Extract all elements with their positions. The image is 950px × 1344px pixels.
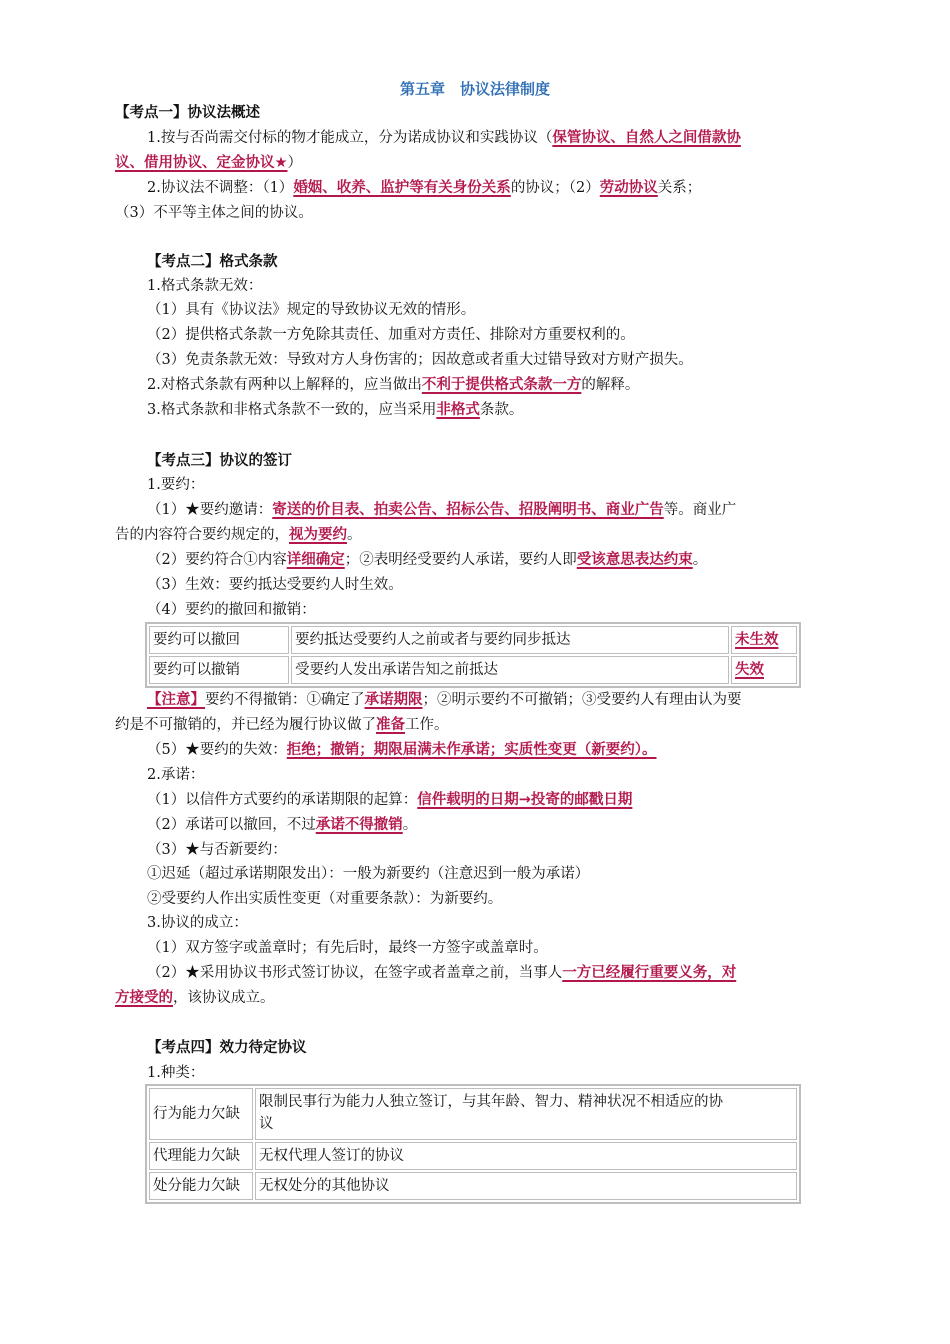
table-cell: 无权处分的其他协议 (255, 1172, 797, 1200)
table-row (149, 626, 797, 654)
highlight-text: 信件载明的日期→投寄的邮戳日期 (417, 792, 633, 808)
paragraph: 2.承诺： (147, 767, 205, 783)
table-cell: 要约抵达受要约人之前或者与要约同步抵达 (291, 626, 729, 654)
text: ；②表明经受要约人承诺，要约人即 (344, 552, 577, 568)
paragraph: （1）双方签字或盖章时；有先后时，最终一方签字或盖章时。 (147, 940, 548, 956)
text: 2.协议法不调整：（1） (147, 180, 294, 196)
paragraph: （4）要约的撤回和撤销： (147, 602, 316, 618)
paragraph (115, 151, 840, 175)
highlight-text: 寄送的价目表、拍卖公告、招标公告、招股阐明书、商业广告 (272, 502, 664, 518)
paragraph (115, 986, 840, 1010)
paragraph (147, 788, 872, 812)
highlight-text: 准备 (376, 717, 405, 733)
text: 。 (402, 817, 418, 833)
paragraph: ①迟延（超过承诺期限发出）：一般为新要约（注意迟到一般为承诺） (147, 866, 590, 882)
text: （5）★要约的失效： (147, 742, 287, 758)
note-paragraph (147, 688, 872, 712)
table-row (149, 656, 797, 684)
text: 关系； (657, 180, 702, 196)
highlight-text: 劳动协议 (599, 180, 658, 196)
highlight-text: 保管协议、自然人之间借款协 (552, 130, 741, 146)
paragraph: 1.要约： (147, 477, 205, 493)
highlight-text: 失效 (735, 662, 764, 678)
note-label: 【注意】 (147, 692, 205, 708)
paragraph (147, 738, 872, 762)
paragraph: 1.格式条款无效： (147, 278, 263, 294)
text: 的解释。 (581, 377, 640, 393)
paragraph: 1.种类： (147, 1065, 205, 1081)
pending-validity-table (145, 1084, 801, 1204)
paragraph (147, 813, 872, 837)
text: 。 (347, 527, 362, 543)
highlight-text: 议、借用协议、定金协议★ (115, 155, 288, 171)
highlight-text: 承诺不得撤销 (315, 817, 403, 833)
highlight-text: 详细确定 (286, 552, 345, 568)
highlight-text: 非格式 (436, 402, 480, 418)
text: 3.格式条款和非格式条款不一致的，应当采用 (147, 402, 437, 418)
paragraph: ②受要约人作出实质性变更（对重要条款）：为新要约。 (147, 891, 503, 907)
paragraph (147, 398, 872, 422)
table-cell: 行为能力欠缺 (149, 1088, 253, 1140)
section-heading-4: 【考点四】效力待定协议 (147, 1040, 307, 1056)
paragraph (115, 523, 840, 547)
highlight-text: 视为要约 (289, 527, 347, 543)
paragraph (147, 961, 872, 985)
table-cell (255, 1088, 797, 1140)
paragraph (147, 126, 872, 150)
table-row (149, 1088, 797, 1140)
paragraph (147, 498, 872, 522)
highlight-text: 拒绝；撤销；期限届满未作承诺；实质性变更（新要约）。 (286, 742, 657, 758)
section-heading-2: 【考点二】格式条款 (147, 254, 278, 270)
chapter-title: 第五章 协议法律制度 (399, 80, 550, 98)
highlight-text: 婚姻、收养、监护等有关身份关系 (293, 180, 511, 196)
table-cell: 代理能力欠缺 (149, 1142, 253, 1170)
paragraph: （1）具有《协议法》规定的导致协议无效的情形。 (147, 302, 476, 318)
text: 要约不得撤销：①确定了 (205, 692, 365, 708)
text: 的协议；（2） (510, 180, 600, 196)
paragraph: 3.协议的成立： (147, 915, 248, 931)
table-cell (731, 656, 797, 684)
section-heading-3: 【考点三】协议的签订 (147, 453, 292, 469)
table-cell: 要约可以撤销 (149, 656, 289, 684)
table-cell (731, 626, 797, 654)
text: （2）★采用协议书形式签订协议，在签字或者盖章之前，当事人 (147, 965, 563, 981)
paragraph: （3）★与否新要约： (147, 842, 287, 858)
table-cell: 处分能力欠缺 (149, 1172, 253, 1200)
text: 约是不可撤销的，并已经为履行协议做了 (115, 717, 376, 733)
highlight-text: 承诺期限 (364, 692, 423, 708)
text: （1）★要约邀请： (147, 502, 273, 518)
paragraph (147, 176, 872, 200)
cell-line: 限制民事行为能力人独立签订，与其年龄、智力、精神状况不相适应的协 (259, 1094, 723, 1110)
text: 等。商业广 (663, 502, 737, 518)
text: 。 (692, 552, 708, 568)
paragraph: （3）不平等主体之间的协议。 (115, 205, 313, 221)
cell-line: 议 (259, 1116, 274, 1132)
table-cell: 要约可以撤回 (149, 626, 289, 654)
highlight-text: 受该意思表达约束 (576, 552, 693, 568)
table-row (149, 1142, 797, 1170)
text: ，该协议成立。 (173, 990, 275, 1006)
paragraph (115, 713, 840, 737)
text: 1.按与否尚需交付标的物才能成立，分为诺成协议和实践协议（ (147, 130, 553, 146)
table-row (149, 1172, 797, 1200)
offer-revocation-table (145, 622, 801, 688)
text: 工作。 (405, 717, 449, 733)
highlight-text: 一方已经履行重要义务，对 (562, 965, 737, 981)
highlight-text: 不利于提供格式条款一方 (421, 377, 582, 393)
text: 条款。 (479, 402, 524, 418)
paragraph: （2）提供格式条款一方免除其责任、加重对方责任、排除对方重要权利的。 (147, 327, 635, 343)
section-heading-1: 【考点一】协议法概述 (115, 105, 260, 121)
text: ） (287, 155, 302, 171)
paragraph: （3）生效：要约抵达受要约人时生效。 (147, 577, 403, 593)
highlight-text: 方接受的 (115, 990, 173, 1006)
paragraph (147, 373, 872, 397)
paragraph: （3）免责条款无效：导致对方人身伤害的；因故意或者重大过错导致对方财产损失。 (147, 352, 693, 368)
text: 告的内容符合要约规定的， (115, 527, 289, 543)
highlight-text: 未生效 (735, 632, 779, 648)
text: ；②明示要约不可撤销；③受要约人有理由认为要 (422, 692, 742, 708)
text: （2）要约符合①内容 (147, 552, 287, 568)
paragraph (147, 548, 872, 572)
text: 2.对格式条款有两种以上解释的，应当做出 (147, 377, 422, 393)
table-cell: 受要约人发出承诺告知之前抵达 (291, 656, 729, 684)
text: （2）承诺可以撤回，不过 (147, 817, 316, 833)
text: （1）以信件方式要约的承诺期限的起算： (147, 792, 418, 808)
table-cell: 无权代理人签订的协议 (255, 1142, 797, 1170)
